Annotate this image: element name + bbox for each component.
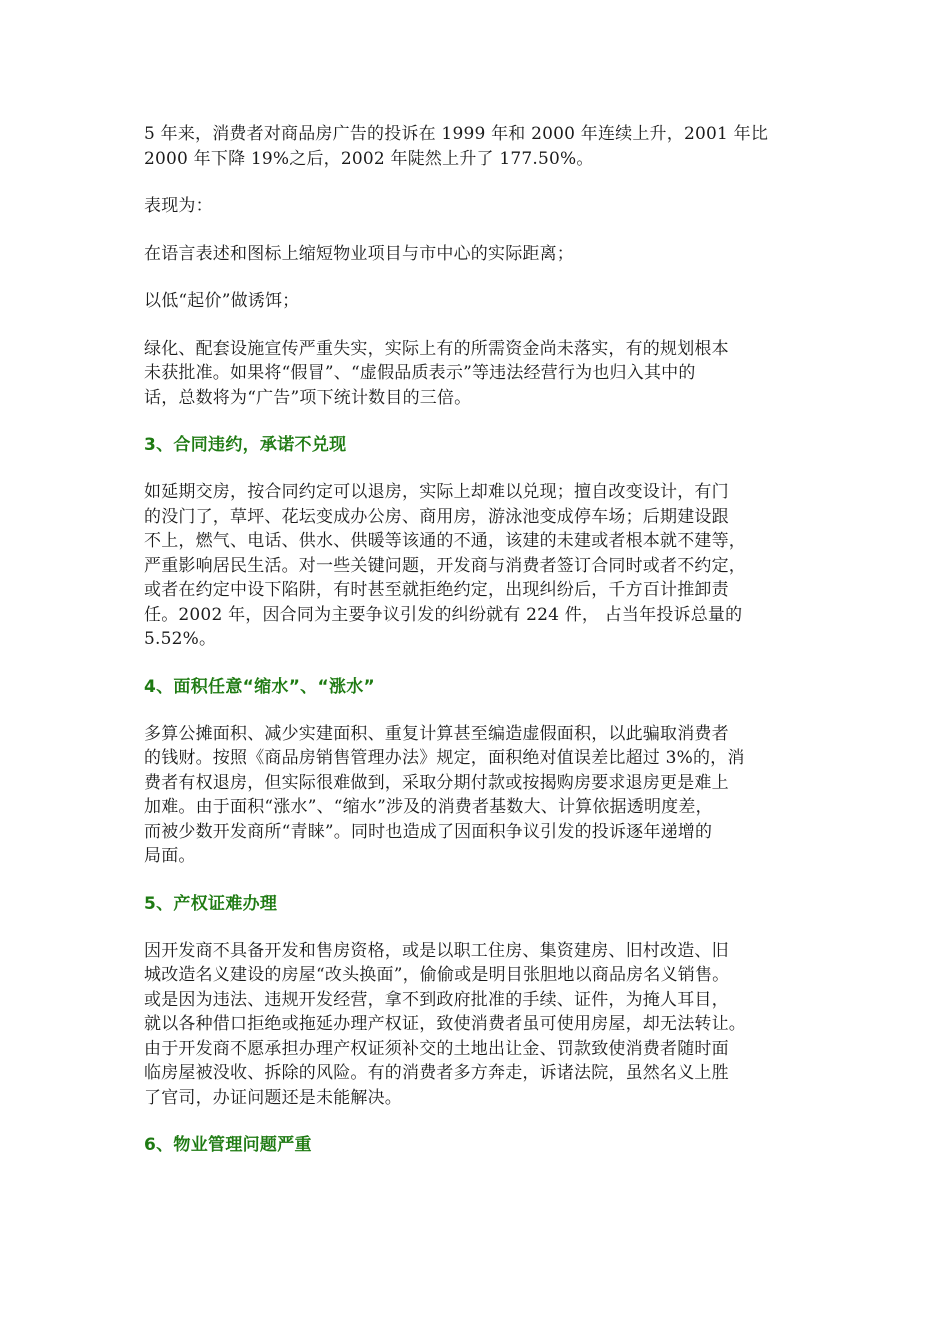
text-line: 以低“起价”做诱饵；: [144, 291, 300, 311]
text-line: 如延期交房，按合同约定可以退房，实际上却难以兑现；擅自改变设计，有门: [144, 482, 729, 502]
text-line: 严重影响居民生活。对一些关键问题，开发商与消费者签订合同时或者不约定，: [144, 555, 746, 576]
paragraph-contract-breach: [144, 480, 809, 652]
paragraph-ad-complaints: [144, 122, 809, 171]
heading-property-management: 6、物业管理问题严重: [144, 1135, 312, 1155]
text-line: 的没门了，草坪、花坛变成办公房、商用房，游泳池变成停车场；后期建设跟: [144, 506, 729, 527]
text-line: 表现为：: [144, 196, 213, 216]
text-line: 或者在约定中设下陷阱，有时甚至就拒绝约定，出现纠纷后，千方百计推卸责: [144, 580, 729, 600]
text-line: 绿化、配套设施宣传严重失实，实际上有的所需资金尚未落实，有的规划根本: [144, 338, 729, 359]
text-line: 就以各种借口拒绝或拖延办理产权证，致使消费者虽可使用房屋，却无法转让。: [144, 1014, 746, 1034]
paragraph-area-shrink: [144, 722, 809, 869]
text-line: 在语言表述和图标上缩短物业项目与市中心的实际距离；: [144, 243, 574, 264]
text-line: 费者有权退房，但实际很难做到，采取分期付款或按揭购房要求退房更是难上: [144, 772, 729, 793]
paragraph-manifestations-intro: [144, 194, 809, 219]
text-line: 多算公摊面积、减少实建面积、重复计算甚至编造虚假面积，以此骗取消费者: [144, 723, 729, 744]
document-page: [144, 122, 809, 1180]
paragraph-low-price: [144, 289, 809, 314]
text-line: 城改造名义建设的房屋“改头换面”，偷偷或是明目张胆地以商品房名义销售。: [144, 965, 730, 985]
heading-property-certificate: 5、产权证难办理: [144, 893, 278, 914]
text-line: 临房屋被没收、拆除的风险。有的消费者多方奔走，诉诸法院，虽然名义上胜: [144, 1063, 729, 1083]
text-line: 局面。: [144, 846, 196, 866]
text-line: 5 年来，消费者对商品房广告的投诉在 1999 年和 2000 年连续上升，2001 年比: [144, 124, 769, 144]
paragraph-distance: [144, 242, 809, 267]
text-line: 话，总数将为“广告”项下统计数目的三倍。: [144, 387, 472, 408]
text-line: 了官司，办证问题还是未能解决。: [144, 1087, 402, 1108]
text-line: 因开发商不具备开发和售房资格，或是以职工住房、集资建房、旧村改造、旧: [144, 940, 729, 961]
text-line: 不上，燃气、电话、供水、供暖等该通的不通，该建的未建或者根本就不建等，: [144, 531, 746, 551]
text-line: 的钱财。按照《商品房销售管理办法》规定，面积绝对值误差比超过 3%的，消: [144, 748, 745, 768]
text-line: 或是因为违法、违规开发经营，拿不到政府批准的手续、证件，为掩人耳目，: [144, 989, 729, 1010]
heading-contract-breach: 3、合同违约，承诺不兑现: [144, 435, 347, 455]
text-line: 5.52%。: [144, 629, 217, 649]
paragraph-greening: [144, 337, 809, 411]
text-line: 加难。由于面积“涨水”、“缩水”涉及的消费者基数大、计算依据透明度差，: [144, 797, 713, 817]
text-line: 任。2002 年，因合同为主要争议引发的纠纷就有 224 件， 占当年投诉总量的: [144, 604, 743, 625]
text-line: 由于开发商不愿承担办理产权证须补交的土地出让金、罚款致使消费者随时面: [144, 1038, 729, 1059]
paragraph-property-certificate: [144, 939, 809, 1111]
text-line: 2000 年下降 19%之后，2002 年陡然上升了 177.50%。: [144, 148, 594, 169]
text-line: 未获批准。如果将“假冒”、“虚假品质表示”等违法经营行为也归入其中的: [144, 363, 696, 383]
heading-area-shrink: 4、面积任意“缩水”、“涨水”: [144, 676, 376, 697]
text-line: 而被少数开发商所“青睐”。同时也造成了因面积争议引发的投诉逐年递增的: [144, 821, 713, 842]
